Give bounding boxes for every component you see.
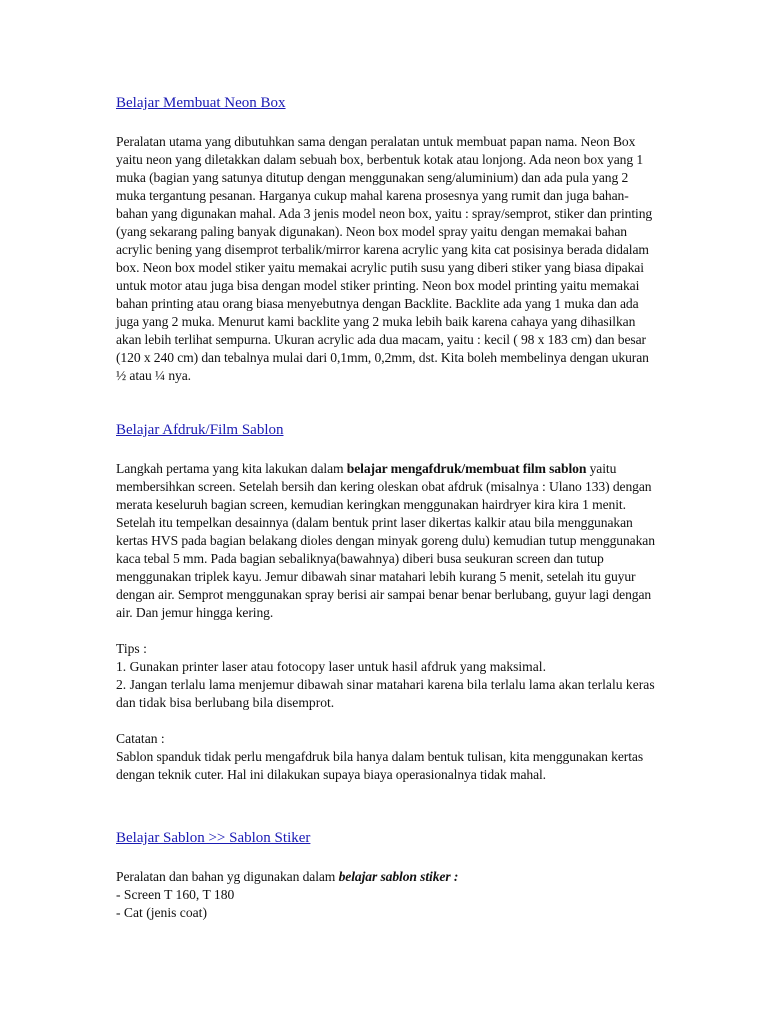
section-title-afdruk-film-sablon[interactable]: Belajar Afdruk/Film Sablon <box>116 422 284 438</box>
spacer <box>116 622 656 640</box>
document-page <box>116 94 656 922</box>
tips-label: Tips : <box>116 641 147 656</box>
tips-item: 2. Jangan terlalu lama menjemur dibawah sinar matahari karena bila terlalu lama akan terlalu keras dan tidak bisa berlubang bila disemprot. <box>116 677 655 710</box>
spacer <box>116 784 656 829</box>
material-item: - Screen T 160, T 180 <box>116 887 235 902</box>
tips-item: 1. Gunakan printer laser atau fotocopy laser untuk hasil afdruk yang maksimal. <box>116 659 546 674</box>
material-item: - Cat (jenis coat) <box>116 905 207 920</box>
sablon-stiker-intro <box>116 868 656 886</box>
notes-label: Catatan : <box>116 731 165 746</box>
notes-paragraph: Sablon spanduk tidak perlu mengafdruk bila hanya dalam bentuk tulisan, kita menggunakan kertas dengan teknik cuter. Hal ini dilakukan supaya biaya operasionalnya tidak mahal. <box>116 749 644 782</box>
section-title-neon-box[interactable]: Belajar Membuat Neon Box <box>116 95 286 111</box>
spacer <box>116 385 656 421</box>
neon-box-paragraph: Peralatan utama yang dibutuhkan sama dengan peralatan untuk membuat papan nama. Neon Box yaitu neon yang diletakkan dalam sebuah box, berbentuk kotak atau lonjong. Ada neon box yang 1 muka (bagian yang satunya ditutup dengan menggunakan seng/aluminium) dan ada pula yang 2 muka tergantung pesanan. Harganya cukup mahal karena prosesnya yang rumit dan juga bahan-bahan yang digunakan mahal. Ada 3 jenis model neon box, yaitu : spray/semprot, stiker dan printing (yang sekarang paling banyak digunakan). Neon box model spray yaitu dengan memakai bahan acrylic bening yang disemprot terbalik/mirror karena acrylic yang kita cat posisinya berada didalam box. Neon box model stiker yaitu memakai acrylic putih susu yang diberi stiker yang biasa dipakai untuk motor atau juga bisa dengan model stiker printing. Neon box model printing yaitu memakai bahan printing atau orang biasa menyebutnya dengan Backlite. Backlite ada yang 1 muka dan ada juga yang 2 muka. Menurut kami backlite yang 2 muka lebih baik karena cahaya yang dihasilkan akan lebih terlihat sempurna. Ukuran acrylic ada dua macam, yaitu : kecil ( 98 x 183 cm) dan besar (120 x 240 cm) dan tebalnya mulai dari 0,1mm, 0,2mm, dst. Kita boleh membelinya dengan ukuran ½ atau ¼ nya. <box>116 134 653 383</box>
section-title-sablon-stiker[interactable]: Belajar Sablon >> Sablon Stiker <box>116 830 311 846</box>
afdruk-rest-text: yaitu membersihkan screen. Setelah bersih dan kering oleskan obat afdruk (misalnya : Ulano 133) dengan merata keseluruh bagian screen, kemudian keringkan menggunakan hairdryer kira kira 1 menit. Setelah itu tempelkan desainnya (dalam bentuk print laser dikertas kalkir atau bila menggunakan kertas HVS pada bagian belakang dioles dengan minyak goreng dulu) kemudian tutup menggunakan kaca tebal 5 mm. Pada bagian sebaliknya(bawahnya) diberi busa seukuran screen dan tutup menggunakan triplek kayu. Jemur dibawah sinar matahari lebih kurang 5 menit, setelah itu guyur dengan air. Semprot menggunakan spray berisi air sampai benar benar berlubang, guyur lagi dengan air. Dan jemur hingga kering. <box>116 461 655 620</box>
sablon-stiker-bold-italic: belajar sablon stiker : <box>338 869 459 884</box>
afdruk-bold-phrase: belajar mengafdruk/membuat film sablon <box>346 461 587 476</box>
sablon-stiker-intro-text: Peralatan dan bahan yg digunakan dalam <box>116 869 339 884</box>
afdruk-paragraph <box>116 460 656 622</box>
spacer <box>116 712 656 730</box>
afdruk-intro-text: Langkah pertama yang kita lakukan dalam <box>116 461 347 476</box>
